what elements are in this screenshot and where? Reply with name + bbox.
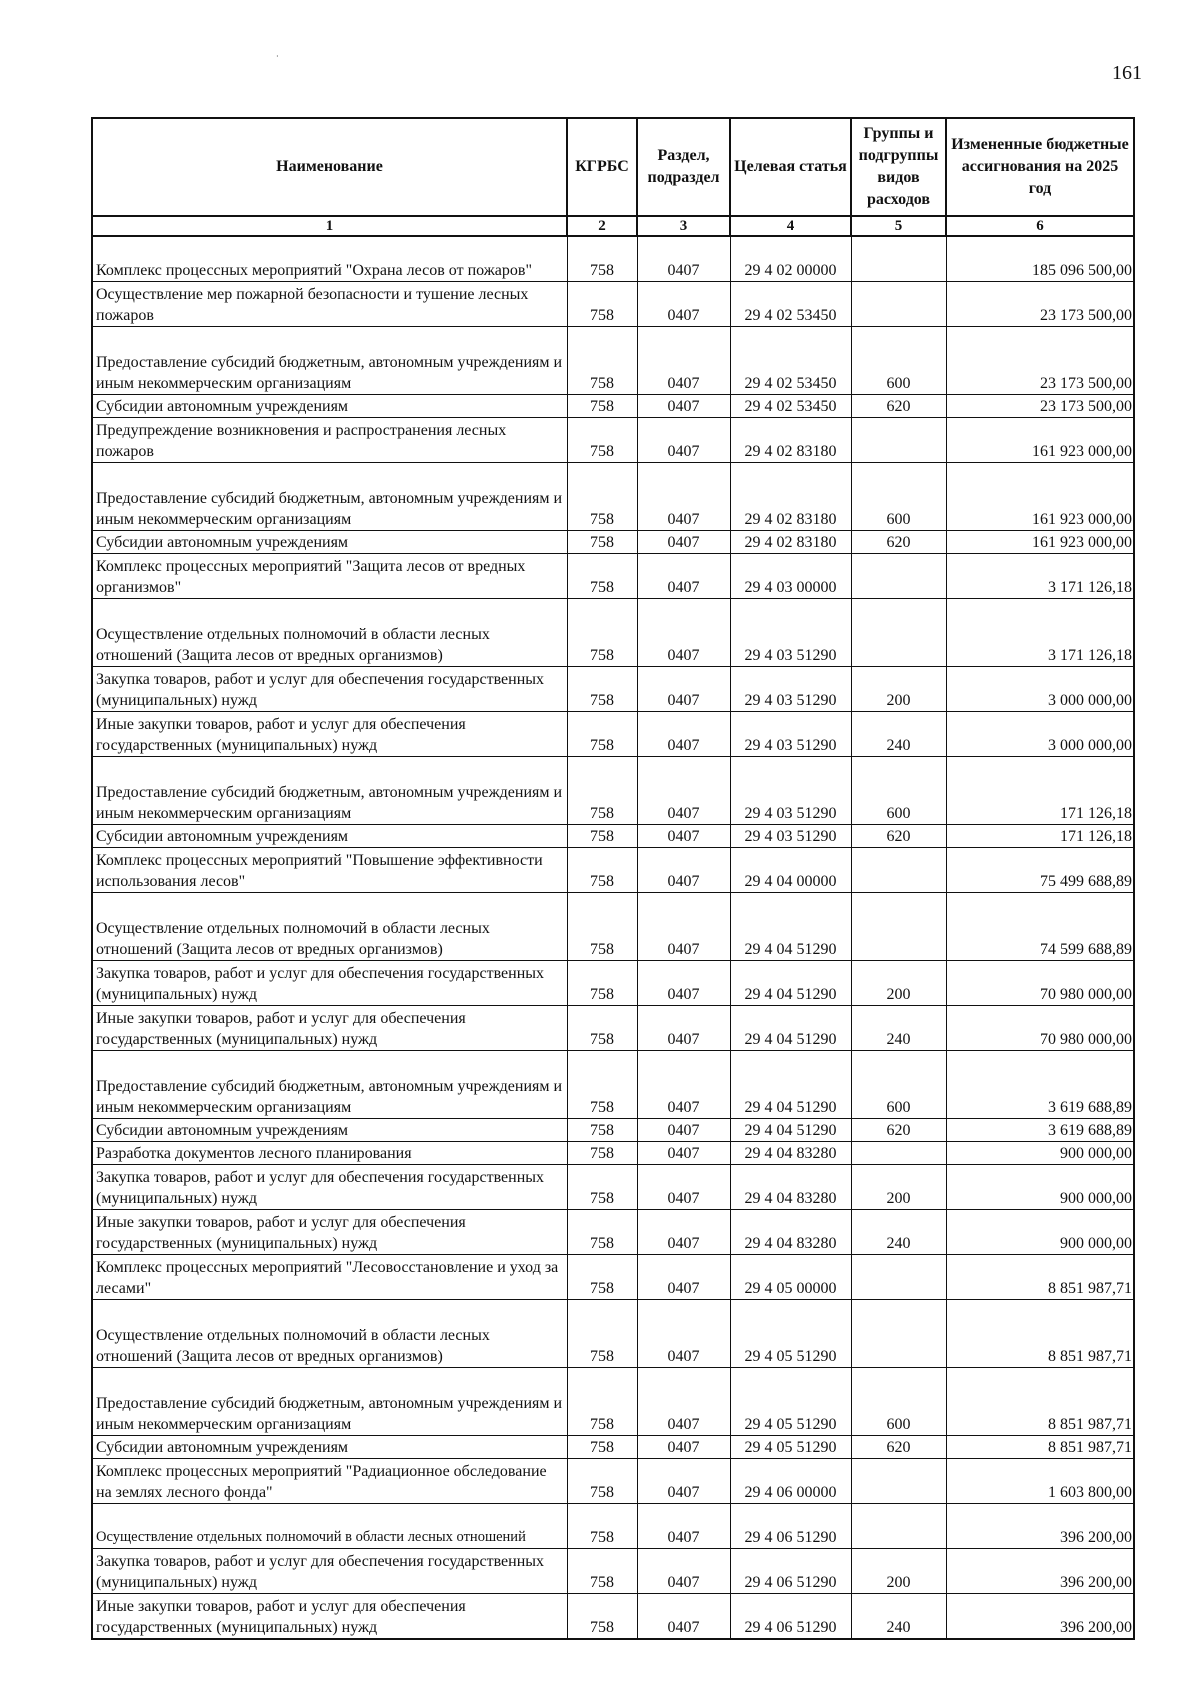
cell-expense-group: 620 xyxy=(851,531,946,554)
cell-kgrbs: 758 xyxy=(567,1504,637,1549)
cell-section: 0407 xyxy=(637,1368,730,1436)
cell-target-article: 29 4 02 83180 xyxy=(730,418,851,463)
table-row xyxy=(92,848,1134,893)
cell-kgrbs: 758 xyxy=(567,599,637,667)
cell-target-article: 29 4 03 51290 xyxy=(730,599,851,667)
cell-kgrbs: 758 xyxy=(567,1594,637,1640)
cell-kgrbs: 758 xyxy=(567,1300,637,1368)
cell-amount: 1 603 800,00 xyxy=(946,1459,1134,1504)
cell-target-article: 29 4 04 83280 xyxy=(730,1210,851,1255)
cell-target-article: 29 4 04 51290 xyxy=(730,961,851,1006)
cell-section: 0407 xyxy=(637,848,730,893)
cell-amount: 161 923 000,00 xyxy=(946,531,1134,554)
cell-target-article: 29 4 05 51290 xyxy=(730,1436,851,1459)
cell-kgrbs: 758 xyxy=(567,531,637,554)
cell-name: Закупка товаров, работ и услуг для обеспечения государственных (муниципальных) нужд xyxy=(92,961,567,1006)
cell-amount: 396 200,00 xyxy=(946,1594,1134,1640)
cell-amount: 23 173 500,00 xyxy=(946,327,1134,395)
table-row xyxy=(92,1436,1134,1459)
cell-target-article: 29 4 02 00000 xyxy=(730,236,851,282)
page-number: 161 xyxy=(1112,62,1142,84)
cell-name: Закупка товаров, работ и услуг для обеспечения государственных (муниципальных) нужд xyxy=(92,667,567,712)
cell-amount: 3 000 000,00 xyxy=(946,667,1134,712)
column-number: 4 xyxy=(730,216,851,236)
cell-name: Иные закупки товаров, работ и услуг для обеспечения государственных (муниципальных) нужд xyxy=(92,712,567,757)
cell-expense-group: 240 xyxy=(851,1594,946,1640)
cell-section: 0407 xyxy=(637,418,730,463)
cell-name: Иные закупки товаров, работ и услуг для обеспечения государственных (муниципальных) нужд xyxy=(92,1210,567,1255)
cell-target-article: 29 4 04 51290 xyxy=(730,1006,851,1051)
cell-kgrbs: 758 xyxy=(567,1142,637,1165)
cell-section: 0407 xyxy=(637,1504,730,1549)
cell-expense-group xyxy=(851,1142,946,1165)
cell-section: 0407 xyxy=(637,1459,730,1504)
cell-expense-group xyxy=(851,282,946,327)
cell-expense-group: 600 xyxy=(851,1368,946,1436)
cell-target-article: 29 4 03 00000 xyxy=(730,554,851,599)
cell-expense-group xyxy=(851,1459,946,1504)
cell-kgrbs: 758 xyxy=(567,1119,637,1142)
table-row xyxy=(92,599,1134,667)
cell-amount: 185 096 500,00 xyxy=(946,236,1134,282)
table-row xyxy=(92,282,1134,327)
scan-speck: · xyxy=(276,52,279,61)
cell-section: 0407 xyxy=(637,961,730,1006)
cell-expense-group xyxy=(851,236,946,282)
table-row xyxy=(92,893,1134,961)
cell-name: Осуществление отдельных полномочий в области лесных отношений xyxy=(92,1504,567,1549)
table-row xyxy=(92,825,1134,848)
table-row xyxy=(92,757,1134,825)
cell-amount: 900 000,00 xyxy=(946,1165,1134,1210)
cell-section: 0407 xyxy=(637,1594,730,1640)
cell-target-article: 29 4 02 53450 xyxy=(730,395,851,418)
cell-kgrbs: 758 xyxy=(567,1549,637,1594)
cell-kgrbs: 758 xyxy=(567,554,637,599)
cell-target-article: 29 4 02 53450 xyxy=(730,282,851,327)
cell-section: 0407 xyxy=(637,236,730,282)
table-row xyxy=(92,554,1134,599)
header-target-article: Целевая статья xyxy=(730,118,851,216)
column-number: 1 xyxy=(92,216,567,236)
table-row xyxy=(92,961,1134,1006)
cell-amount: 900 000,00 xyxy=(946,1142,1134,1165)
cell-target-article: 29 4 05 51290 xyxy=(730,1368,851,1436)
cell-target-article: 29 4 06 51290 xyxy=(730,1504,851,1549)
cell-section: 0407 xyxy=(637,1165,730,1210)
cell-kgrbs: 758 xyxy=(567,1165,637,1210)
table-row xyxy=(92,1504,1134,1549)
column-number-row xyxy=(92,216,1134,236)
cell-amount: 396 200,00 xyxy=(946,1549,1134,1594)
cell-target-article: 29 4 05 00000 xyxy=(730,1255,851,1300)
cell-expense-group: 620 xyxy=(851,1119,946,1142)
column-number: 3 xyxy=(637,216,730,236)
cell-kgrbs: 758 xyxy=(567,1255,637,1300)
cell-section: 0407 xyxy=(637,825,730,848)
cell-section: 0407 xyxy=(637,463,730,531)
table-row xyxy=(92,1594,1134,1640)
header-allocations-2025: Измененные бюджетные ассигнования на 2025 год xyxy=(946,118,1134,216)
cell-expense-group xyxy=(851,418,946,463)
cell-amount: 3 619 688,89 xyxy=(946,1051,1134,1119)
cell-name: Иные закупки товаров, работ и услуг для обеспечения государственных (муниципальных) нужд xyxy=(92,1006,567,1051)
cell-name: Предоставление субсидий бюджетным, автономным учреждениям и иным некоммерческим организациям xyxy=(92,757,567,825)
cell-name: Осуществление отдельных полномочий в области лесных отношений (Защита лесов от вредных организмов) xyxy=(92,599,567,667)
cell-section: 0407 xyxy=(637,1119,730,1142)
cell-target-article: 29 4 04 00000 xyxy=(730,848,851,893)
cell-amount: 8 851 987,71 xyxy=(946,1300,1134,1368)
cell-section: 0407 xyxy=(637,1006,730,1051)
cell-kgrbs: 758 xyxy=(567,1459,637,1504)
cell-expense-group xyxy=(851,893,946,961)
cell-target-article: 29 4 02 53450 xyxy=(730,327,851,395)
cell-target-article: 29 4 02 83180 xyxy=(730,531,851,554)
cell-amount: 70 980 000,00 xyxy=(946,961,1134,1006)
cell-name: Субсидии автономным учреждениям xyxy=(92,395,567,418)
cell-section: 0407 xyxy=(637,395,730,418)
table-row xyxy=(92,531,1134,554)
cell-expense-group: 600 xyxy=(851,1051,946,1119)
cell-section: 0407 xyxy=(637,757,730,825)
cell-kgrbs: 758 xyxy=(567,463,637,531)
cell-section: 0407 xyxy=(637,1210,730,1255)
cell-target-article: 29 4 03 51290 xyxy=(730,667,851,712)
cell-name: Иные закупки товаров, работ и услуг для обеспечения государственных (муниципальных) нужд xyxy=(92,1594,567,1640)
cell-name: Комплекс процессных мероприятий "Повышение эффективности использования лесов" xyxy=(92,848,567,893)
cell-amount: 3 619 688,89 xyxy=(946,1119,1134,1142)
cell-kgrbs: 758 xyxy=(567,1210,637,1255)
table-row xyxy=(92,1142,1134,1165)
cell-name: Закупка товаров, работ и услуг для обеспечения государственных (муниципальных) нужд xyxy=(92,1549,567,1594)
table-row xyxy=(92,1255,1134,1300)
cell-section: 0407 xyxy=(637,599,730,667)
cell-name: Субсидии автономным учреждениям xyxy=(92,825,567,848)
cell-kgrbs: 758 xyxy=(567,757,637,825)
cell-expense-group: 200 xyxy=(851,961,946,1006)
table-row xyxy=(92,1459,1134,1504)
cell-name: Комплекс процессных мероприятий "Лесовосстановление и уход за лесами" xyxy=(92,1255,567,1300)
table-row xyxy=(92,236,1134,282)
cell-target-article: 29 4 05 51290 xyxy=(730,1300,851,1368)
cell-amount: 3 171 126,18 xyxy=(946,554,1134,599)
cell-target-article: 29 4 06 00000 xyxy=(730,1459,851,1504)
cell-name: Комплекс процессных мероприятий "Защита лесов от вредных организмов" xyxy=(92,554,567,599)
cell-section: 0407 xyxy=(637,1549,730,1594)
cell-name: Закупка товаров, работ и услуг для обеспечения государственных (муниципальных) нужд xyxy=(92,1165,567,1210)
cell-target-article: 29 4 02 83180 xyxy=(730,463,851,531)
cell-kgrbs: 758 xyxy=(567,1436,637,1459)
cell-expense-group xyxy=(851,599,946,667)
cell-expense-group: 240 xyxy=(851,712,946,757)
cell-kgrbs: 758 xyxy=(567,712,637,757)
cell-expense-group xyxy=(851,1300,946,1368)
cell-target-article: 29 4 06 51290 xyxy=(730,1594,851,1640)
cell-expense-group: 240 xyxy=(851,1210,946,1255)
header-name: Наименование xyxy=(92,118,567,216)
cell-expense-group xyxy=(851,1504,946,1549)
cell-section: 0407 xyxy=(637,893,730,961)
cell-section: 0407 xyxy=(637,282,730,327)
cell-target-article: 29 4 04 51290 xyxy=(730,893,851,961)
cell-section: 0407 xyxy=(637,1142,730,1165)
cell-target-article: 29 4 04 83280 xyxy=(730,1165,851,1210)
cell-kgrbs: 758 xyxy=(567,418,637,463)
cell-amount: 161 923 000,00 xyxy=(946,463,1134,531)
header-kgrbs: КГРБС xyxy=(567,118,637,216)
cell-name: Комплекс процессных мероприятий "Радиационное обследование на землях лесного фонда" xyxy=(92,1459,567,1504)
cell-expense-group: 600 xyxy=(851,463,946,531)
cell-expense-group: 200 xyxy=(851,1165,946,1210)
cell-section: 0407 xyxy=(637,1300,730,1368)
cell-name: Предоставление субсидий бюджетным, автономным учреждениям и иным некоммерческим организациям xyxy=(92,327,567,395)
table-row xyxy=(92,1119,1134,1142)
cell-section: 0407 xyxy=(637,712,730,757)
cell-amount: 900 000,00 xyxy=(946,1210,1134,1255)
cell-kgrbs: 758 xyxy=(567,848,637,893)
cell-name: Предоставление субсидий бюджетным, автономным учреждениям и иным некоммерческим организациям xyxy=(92,463,567,531)
cell-section: 0407 xyxy=(637,554,730,599)
cell-name: Предоставление субсидий бюджетным, автономным учреждениям и иным некоммерческим организациям xyxy=(92,1368,567,1436)
cell-expense-group: 200 xyxy=(851,1549,946,1594)
table-body xyxy=(92,236,1134,1639)
cell-amount: 171 126,18 xyxy=(946,825,1134,848)
cell-expense-group: 620 xyxy=(851,395,946,418)
cell-amount: 75 499 688,89 xyxy=(946,848,1134,893)
header-expense-groups: Группы и подгруппы видов расходов xyxy=(851,118,946,216)
cell-amount: 396 200,00 xyxy=(946,1504,1134,1549)
cell-kgrbs: 758 xyxy=(567,893,637,961)
cell-target-article: 29 4 04 51290 xyxy=(730,1119,851,1142)
cell-kgrbs: 758 xyxy=(567,667,637,712)
cell-kgrbs: 758 xyxy=(567,1006,637,1051)
cell-expense-group: 620 xyxy=(851,825,946,848)
cell-expense-group: 600 xyxy=(851,757,946,825)
cell-section: 0407 xyxy=(637,1436,730,1459)
cell-target-article: 29 4 06 51290 xyxy=(730,1549,851,1594)
cell-name: Предупреждение возникновения и распространения лесных пожаров xyxy=(92,418,567,463)
cell-name: Предоставление субсидий бюджетным, автономным учреждениям и иным некоммерческим организациям xyxy=(92,1051,567,1119)
cell-expense-group xyxy=(851,848,946,893)
table-row xyxy=(92,667,1134,712)
cell-amount: 171 126,18 xyxy=(946,757,1134,825)
table-row xyxy=(92,1006,1134,1051)
cell-target-article: 29 4 03 51290 xyxy=(730,712,851,757)
cell-section: 0407 xyxy=(637,327,730,395)
cell-amount: 3 171 126,18 xyxy=(946,599,1134,667)
cell-section: 0407 xyxy=(637,531,730,554)
cell-amount: 74 599 688,89 xyxy=(946,893,1134,961)
cell-amount: 8 851 987,71 xyxy=(946,1368,1134,1436)
cell-expense-group: 240 xyxy=(851,1006,946,1051)
budget-allocation-table xyxy=(91,117,1135,1640)
cell-amount: 8 851 987,71 xyxy=(946,1255,1134,1300)
table-row xyxy=(92,1051,1134,1119)
cell-expense-group xyxy=(851,554,946,599)
cell-name: Осуществление отдельных полномочий в области лесных отношений (Защита лесов от вредных организмов) xyxy=(92,893,567,961)
cell-amount: 70 980 000,00 xyxy=(946,1006,1134,1051)
table-row xyxy=(92,418,1134,463)
cell-section: 0407 xyxy=(637,1255,730,1300)
table-row xyxy=(92,712,1134,757)
cell-expense-group: 620 xyxy=(851,1436,946,1459)
cell-kgrbs: 758 xyxy=(567,395,637,418)
cell-expense-group: 200 xyxy=(851,667,946,712)
table-row xyxy=(92,395,1134,418)
cell-amount: 8 851 987,71 xyxy=(946,1436,1134,1459)
cell-name: Осуществление мер пожарной безопасности и тушение лесных пожаров xyxy=(92,282,567,327)
table-header-row xyxy=(92,118,1134,216)
column-number: 6 xyxy=(946,216,1134,236)
cell-amount: 3 000 000,00 xyxy=(946,712,1134,757)
table-row xyxy=(92,327,1134,395)
cell-amount: 161 923 000,00 xyxy=(946,418,1134,463)
cell-kgrbs: 758 xyxy=(567,327,637,395)
cell-expense-group xyxy=(851,1255,946,1300)
cell-kgrbs: 758 xyxy=(567,282,637,327)
cell-kgrbs: 758 xyxy=(567,1051,637,1119)
table-row xyxy=(92,1368,1134,1436)
cell-target-article: 29 4 03 51290 xyxy=(730,757,851,825)
cell-name: Субсидии автономным учреждениям xyxy=(92,1119,567,1142)
cell-kgrbs: 758 xyxy=(567,961,637,1006)
cell-section: 0407 xyxy=(637,1051,730,1119)
cell-expense-group: 600 xyxy=(851,327,946,395)
cell-target-article: 29 4 04 83280 xyxy=(730,1142,851,1165)
cell-name: Субсидии автономным учреждениям xyxy=(92,531,567,554)
cell-amount: 23 173 500,00 xyxy=(946,282,1134,327)
column-number: 5 xyxy=(851,216,946,236)
cell-name: Осуществление отдельных полномочий в области лесных отношений (Защита лесов от вредных организмов) xyxy=(92,1300,567,1368)
table-row xyxy=(92,1165,1134,1210)
table-row xyxy=(92,1210,1134,1255)
cell-name: Разработка документов лесного планирования xyxy=(92,1142,567,1165)
cell-name: Комплекс процессных мероприятий "Охрана лесов от пожаров" xyxy=(92,236,567,282)
cell-kgrbs: 758 xyxy=(567,236,637,282)
table-row xyxy=(92,1549,1134,1594)
cell-section: 0407 xyxy=(637,667,730,712)
cell-target-article: 29 4 04 51290 xyxy=(730,1051,851,1119)
cell-amount: 23 173 500,00 xyxy=(946,395,1134,418)
cell-target-article: 29 4 03 51290 xyxy=(730,825,851,848)
table-row xyxy=(92,1300,1134,1368)
cell-kgrbs: 758 xyxy=(567,1368,637,1436)
header-section: Раздел, подраздел xyxy=(637,118,730,216)
cell-kgrbs: 758 xyxy=(567,825,637,848)
table-row xyxy=(92,463,1134,531)
cell-name: Субсидии автономным учреждениям xyxy=(92,1436,567,1459)
column-number: 2 xyxy=(567,216,637,236)
